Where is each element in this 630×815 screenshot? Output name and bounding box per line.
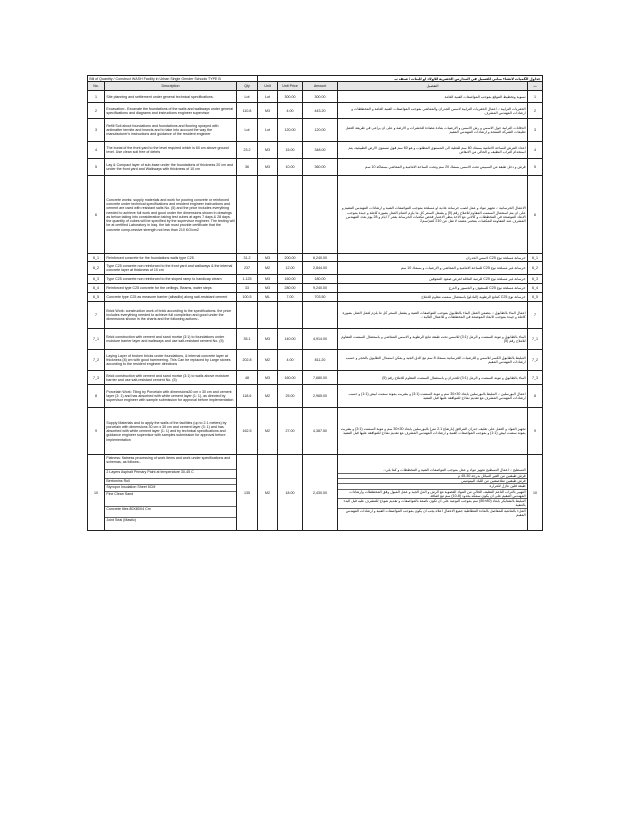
item-amount: 2,965.00 bbox=[303, 385, 338, 408]
item-number: 4 bbox=[88, 142, 105, 159]
item-unit bbox=[258, 302, 278, 329]
item-sub-line: Flatness: flatness processing of work items and work under specifications and schemas, as follows:- bbox=[106, 455, 231, 465]
table-row bbox=[88, 159, 543, 176]
item-ar-description: البناء بالطابوق و مونة السمنت و الرمل (3:1) للجدران و باستعمال السمنت المقاوم للاملاح رقم (5) bbox=[338, 371, 528, 385]
item-amount: 120.00 bbox=[303, 119, 338, 142]
item-ar-number: 10 bbox=[528, 455, 543, 531]
col-description: Description bbox=[105, 82, 237, 91]
item-number: 7_1 bbox=[88, 329, 105, 350]
item-ar-number: 3 bbox=[528, 119, 543, 142]
item-amount: 7,680.00 bbox=[303, 371, 338, 385]
item-amount bbox=[303, 302, 338, 329]
item-unit-price: 140.00 bbox=[278, 329, 303, 350]
item-qty: 35.1 bbox=[237, 329, 258, 350]
item-ar-number: 6_1 bbox=[528, 254, 543, 262]
item-ar-number: 6 bbox=[528, 176, 543, 254]
table-row bbox=[88, 329, 543, 350]
item-unit: M3 bbox=[258, 329, 278, 350]
item-unit: ML bbox=[258, 293, 278, 302]
item-qty: Lot bbox=[237, 119, 258, 142]
item-number: 6 bbox=[88, 176, 105, 254]
item-ar-number: 6_4 bbox=[528, 284, 543, 293]
item-number: 1 bbox=[88, 91, 105, 103]
item-ar-description: خرسانة غير مسلحة نوع C25 للساحة الامامية و المماشي و الارضيات و بسمك 10 سم bbox=[338, 262, 528, 275]
item-unit: M3 bbox=[258, 103, 278, 119]
item-description: Lay & Compact layer of sub-base under the foundations of thickness 20 cm and under the front yard and Walkways with thickness of 10 cm bbox=[105, 159, 237, 176]
item-description: Site planning and settlement under general technical specifications. bbox=[105, 91, 237, 103]
item-number: 5 bbox=[88, 159, 105, 176]
item-unit-price bbox=[278, 302, 303, 329]
item-sub-line: Joint Seal (Mastic) bbox=[105, 517, 236, 530]
item-ar-description: الحفريات الترابية :- اعمال الحفريات الترابية لاسس الجدران والمماشي بموجب المواصفات الفنية العامة و المخططات و ارشادات المهندس المشرف bbox=[338, 103, 528, 119]
item-ar-description: خرسانة نوع C25 كمانع الرطوبة (البادلو) باستعمال سمنت مقاوم للاملاح bbox=[338, 293, 528, 302]
boq-sheet bbox=[87, 75, 542, 531]
item-ar-sub-line: التهيير بالتراب الناعم النظيف الخالي من المواد العضوية مع الرش و الدق الجيد و عمل الميول وفق المخططات وارشادات المهندس المقيم على ان يكون سمكه بحدود (8-10) سم مع اضافة bbox=[338, 489, 527, 499]
item-unit: M3 bbox=[258, 284, 278, 293]
item-number: 9 bbox=[88, 408, 105, 455]
item-unit-price: 120.00 bbox=[278, 119, 303, 142]
item-amount: 2,844.00 bbox=[303, 262, 338, 275]
item-ar-description: اعمال البناء بالطابوق :- يتضمن العمل البناء بالطابوق بموجب المواصفات الفنية و يشمل السعر كل ما يلزم لعمل العمل بصورة كاملة و جيدة بموجب الابعاد الموضحة في المخططات و للاعمال التالية :- bbox=[338, 302, 528, 329]
table-row bbox=[88, 302, 543, 329]
item-ar-description: تجهيز المواد و العمل على تغليف جدران المرافق (بارتفاع 2.1 متر) بالبورسلين بابعاد 30×30 سم و مونة السمنت (3:1) و بشربت بمونة سمنت ابيض (1:1) و بموجب المواصفات الفنية و ارشادات المهندس المشرف مع تقديم نماذج للموافقة عليها قبل التنفيذ bbox=[338, 408, 528, 455]
item-number: 7_3 bbox=[88, 371, 105, 385]
item-ar-number: 4 bbox=[528, 142, 543, 159]
item-number: 2 bbox=[88, 103, 105, 119]
item-unit: M2 bbox=[258, 455, 278, 531]
item-qty: 23.2 bbox=[237, 142, 258, 159]
item-number: 6_5 bbox=[88, 293, 105, 302]
item-qty: 1.125 bbox=[237, 275, 258, 284]
item-ar-number: 6_5 bbox=[528, 293, 543, 302]
item-unit-price: 280.00 bbox=[278, 284, 303, 293]
item-unit: M3 bbox=[258, 142, 278, 159]
item-qty: Lot bbox=[237, 91, 258, 103]
item-description: Refill Soil about foundations and foundations and flooring sprayed with antimatter termite and insects and to take into account the way the manufacturer's instructions and guidance of the resident engineer bbox=[105, 119, 237, 142]
item-ar-description: فرش و دحل طبقة من السبيس تحت الاسس بسمك 20 سم وتحت الساحة الامامية و المماشي بسماكة 10 سم bbox=[338, 159, 528, 176]
table-row bbox=[88, 103, 543, 119]
item-ar-sub-line: التسطيح :- اعمال التسطيح تجهيز مواد و عمل بموجب المواصفات الفنية و المخططات و كما يلي:- bbox=[383, 468, 526, 473]
item-amount: 180.00 bbox=[303, 275, 338, 284]
item-qty: 135 bbox=[237, 455, 258, 531]
item-ar-sub-line: التبليط بالشتايكر بابعاد (80×80) سم بموجب النوعية على ان تكون ناصعة بالمواصفات و تقديم نموذج للمشرف عليه قبل البدء بالتنفيذ bbox=[338, 498, 527, 508]
title-ar: جداول الكميات لانشاء مباني للعسيل في المدارس الحضرية للاولاد او للبنات / صنف ب bbox=[258, 76, 543, 82]
item-description: Brick Work: construction work of brick according to the specifications. the price includes everything needed to achieve full completion and good under the dimensions shown in the charts and the following actions:- bbox=[105, 302, 237, 329]
item-ar-number: 8 bbox=[528, 385, 543, 408]
item-qty: 36 bbox=[237, 159, 258, 176]
item-unit-price: 4.00 bbox=[278, 350, 303, 371]
item-description: Reinforced concrete for the foundations walls type C25 bbox=[105, 254, 237, 262]
item-unit: M2 bbox=[258, 385, 278, 408]
item-ar-description: تسوية وتخطيط الموقع بموجب المواصفات الفنية العامة bbox=[338, 91, 528, 103]
item-unit-price: 300.00 bbox=[278, 91, 303, 103]
item-qty: 110.8 bbox=[237, 103, 258, 119]
item-qty: 237 bbox=[237, 262, 258, 275]
item-amount: 443.20 bbox=[303, 103, 338, 119]
item-description: Brick construction with cement and sand mortar (3:1) to walls above moisture barrier and use salt-resistant cement No. (5) bbox=[105, 371, 237, 385]
item-ar-sub-line: الملء بالمانعية للمفاصل بالمادة المطاطية جميع الاعمال اعلاه يجب ان يكون بموجب المواصفات الفنية و ارشادات المهندس المقيم bbox=[338, 508, 527, 518]
table-row bbox=[88, 385, 543, 408]
item-description: Brick construction with cement and sand mortar (3:1) to foundations under moisture barrier layer and walkways and use salt-resistant cement No. (5) bbox=[105, 329, 237, 350]
item-unit-price: 160.00 bbox=[278, 275, 303, 284]
item-unit bbox=[258, 176, 278, 254]
table-row bbox=[88, 262, 543, 275]
table-row bbox=[88, 284, 543, 293]
item-number: 7 bbox=[88, 302, 105, 329]
item-amount: 4,387.50 bbox=[303, 408, 338, 455]
item-description: Porcelain Work: Tiling by Porcelain with dimensions30 cm x 30 cm and cement layer (3: 1) and has absorbed with white cement layer (1: 1), as directed by supervisor engineer with sample submission for approval before implementation bbox=[105, 385, 237, 408]
item-number: 6_3 bbox=[88, 275, 105, 284]
item-amount: 9,240.00 bbox=[303, 284, 338, 293]
item-description: Laying Layer of broken bricks under foundations, & internal concrete layer at thickness (8) cm with good hammering. This Can be replaced by Large stones according to the resident engineer directions bbox=[105, 350, 237, 371]
item-qty: 100.5 bbox=[237, 293, 258, 302]
item-ar-number: 5 bbox=[528, 159, 543, 176]
col-qty: Qty bbox=[237, 82, 258, 91]
item-sub-line: Fine Clean Sand bbox=[105, 491, 236, 506]
table-row bbox=[88, 408, 543, 455]
item-number: 3 bbox=[88, 119, 105, 142]
item-unit-price: 4.00 bbox=[278, 103, 303, 119]
item-amount: 348.00 bbox=[303, 142, 338, 159]
item-ar-sub-line: طبقة فلين عازل للحرارة bbox=[338, 483, 527, 488]
table-row bbox=[88, 371, 543, 385]
title-en: Bill of Quantity / Construct WASH Facility in Urban Single Gender Schools TYPE B bbox=[88, 76, 258, 82]
item-qty: 202.8 bbox=[237, 350, 258, 371]
item-qty: 162.5 bbox=[237, 408, 258, 455]
item-sub-line: Bertomins Roll bbox=[105, 478, 236, 484]
item-amount: 300.00 bbox=[303, 91, 338, 103]
item-ar-description bbox=[338, 455, 528, 531]
item-description: Supply Materials and to apply the walls of the facilities (up to 2.1 meters) by porcelain with dimensions 30 cm x 30 cm and cement layer (3: 1) and has absorbed with white cement layer (1: 1) and by technical specifications and guidance engineer supervisor with samples submission for approval before implementation bbox=[105, 408, 237, 455]
item-number: 6_2 bbox=[88, 262, 105, 275]
item-unit: Lot bbox=[258, 119, 278, 142]
item-ar-description: خرسانة مسلحة نوع C25 للسقوف و الجسور و الدرج bbox=[338, 284, 528, 293]
item-unit-price: 10.00 bbox=[278, 159, 303, 176]
item-qty: 31.2 bbox=[237, 254, 258, 262]
item-description: The burial of the front yard to the level required which is 60 cm above ground level. Use clean soil free of debris bbox=[105, 142, 237, 159]
item-ar-description: التبليط بالطابوق الكسر للاسس و للارضيات الخرسانية بسمك 8 سم مع الدق الجيد و يمكن استبدال الطابوق بالحجر و حسب ارشادات المهندس المقيم bbox=[338, 350, 528, 371]
table-row bbox=[88, 293, 543, 302]
table-row bbox=[88, 119, 543, 142]
item-ar-description: البناء بالطابوق و مونة السمنت و الرمل (3:1) للاسس تحت طبقة مانع الرطوبة و الاسس المماشي و باستعمال السمنت المقاوم للاملاح رقم (5) bbox=[338, 329, 528, 350]
item-ar-description: خرسانة غير مسلحة نوع C25 للرمبة المائلة لغرض صعود المعوقين bbox=[338, 275, 528, 284]
item-description: Type C25 concrete non reinforced to the front yard and walkways & the internal concrete layer at thickness of 10 cm bbox=[105, 262, 237, 275]
item-ar-description: الدفانات الترابية حول الاسس و رش الاسس و الارضيات بمادة مضادة للحشرات و الارضة و على ان يراعى في طريقة العمل تعليمات الشركة المنتجة و ارشادات المهندس المقيم bbox=[338, 119, 528, 142]
item-qty bbox=[237, 176, 258, 254]
item-description: Concrete type C25 as measure barrier (albadilo) along salt-resistant cement bbox=[105, 293, 237, 302]
item-unit-price bbox=[278, 176, 303, 254]
item-number: 6_1 bbox=[88, 254, 105, 262]
column-header-row bbox=[88, 82, 543, 91]
item-unit: M2 bbox=[258, 262, 278, 275]
item-unit: M3 bbox=[258, 371, 278, 385]
item-amount bbox=[303, 176, 338, 254]
item-unit-price: 15.00 bbox=[278, 142, 303, 159]
item-ar-number: 2 bbox=[528, 103, 543, 119]
item-ar-description: خرسانة مسلحة نوع C25 لاسس الجدران bbox=[338, 254, 528, 262]
item-qty: 118.6 bbox=[237, 385, 258, 408]
item-unit: M3 bbox=[258, 254, 278, 262]
item-ar-sub-line: فرش طبقتين من القير السائل بدرجة 30-45 م bbox=[338, 473, 527, 478]
item-ar-number: 6_2 bbox=[528, 262, 543, 275]
item-ar-number: 7_3 bbox=[528, 371, 543, 385]
boq-table bbox=[87, 75, 543, 531]
item-amount: 811.20 bbox=[303, 350, 338, 371]
item-ar-description: الاعمال الخرسانية :- تجهيز مواد و عمل لصب خرسانة عادية او مسلحة بموجب المواصفات الفنية و ارشادات المهندس المقيم و على ان يتم استعمال السمنت المقاوم للاملاح رقم (5) و يشمل السعر كل ما يلزم لاتمام العمل بصورة كاملة و جيدة بموجب الابعاد الموضحة في المخططات و كالاتي مع الاخذ بنظر الاعتبار فحص مكعبات الخرسانة بعمر 7 ايام و 28 يوم بعدد المهندس المشرف عند المقاومة للمكعبات بمختبر معتمد لا تقل عن 210 كغم/سم2 bbox=[338, 176, 528, 254]
item-unit-price: 25.00 bbox=[278, 385, 303, 408]
item-description: Type C25 concrete non reinforced to the sloped ramp to handicap clearn bbox=[105, 275, 237, 284]
item-ar-number: 9 bbox=[528, 408, 543, 455]
item-amount: 703.50 bbox=[303, 293, 338, 302]
item-number: 6_4 bbox=[88, 284, 105, 293]
item-number: 8 bbox=[88, 385, 105, 408]
item-unit-price: 200.00 bbox=[278, 254, 303, 262]
item-ar-description: اعداد الفرش للساحة الامامية بسمك 60 سم للتعلية الى المستوى المطلوب و هو 60 سم فوق مستوى الارض الطبيعية، يتم استخدام التراب النظيف و الخالي من الانقاض bbox=[338, 142, 528, 159]
table-row bbox=[88, 91, 543, 103]
item-sub-line: Styropor Insulation Sheet 5CM bbox=[105, 484, 236, 491]
item-ar-number: 7 bbox=[528, 302, 543, 329]
col-no: No. bbox=[88, 82, 105, 91]
table-row bbox=[88, 455, 543, 531]
col-unit: Unit bbox=[258, 82, 278, 91]
item-ar-sub-line: فرش طبقتين متلاصقتين من اللباد البيتوميني bbox=[338, 478, 527, 483]
item-unit-price: 7.00 bbox=[278, 293, 303, 302]
item-ar-number: 7_2 bbox=[528, 350, 543, 371]
item-ar-number: 6_3 bbox=[528, 275, 543, 284]
item-description: Reinforced type C25 concrete for the ceilings, Beams, water steps bbox=[105, 284, 237, 293]
item-ar-number: 7_1 bbox=[528, 329, 543, 350]
item-sub-line: 2 Layers Asphalt Primary Paint at temperature 30-45 C bbox=[105, 469, 236, 478]
col-ar-no: ت bbox=[528, 82, 543, 91]
item-ar-number: 1 bbox=[528, 91, 543, 103]
table-row bbox=[88, 275, 543, 284]
item-description: Concrete works: supply materials and work for pouring concrete or reinforced concrete under technical specifications and resident engineer instructions and cement are used with resistant salts No. (5) and the price includes everything needed to achieve full work and good under the dimensions shown in drawings as below taking into consideration taking test cubes at ages 7 days & 28 days. the quantity of cubes will be specified by the supervisor engineer. The testing will be at certified Laboratory in Iraq. the lab must provide certificate that the concrete comp-ressive strength not less than 210 KG/cm2 bbox=[105, 176, 237, 254]
col-ar-description: التفصيل bbox=[338, 82, 528, 91]
item-amount: 4,914.00 bbox=[303, 329, 338, 350]
item-unit-price: 12.00 bbox=[278, 262, 303, 275]
item-qty: 48 bbox=[237, 371, 258, 385]
item-amount: 360.00 bbox=[303, 159, 338, 176]
item-unit-price: 18.00 bbox=[278, 455, 303, 531]
table-row bbox=[88, 142, 543, 159]
item-qty: 33 bbox=[237, 284, 258, 293]
table-row bbox=[88, 350, 543, 371]
col-unit-price: Unit Price bbox=[278, 82, 303, 91]
item-unit: M3 bbox=[258, 159, 278, 176]
item-unit: M2 bbox=[258, 350, 278, 371]
item-number: 10 bbox=[88, 455, 105, 531]
item-unit: Lot bbox=[258, 91, 278, 103]
item-number: 7_2 bbox=[88, 350, 105, 371]
item-amount: 6,240.00 bbox=[303, 254, 338, 262]
item-description: Excavation:- Excavate the foundations of the walls and walkways under general specifications and diagrams and instructions engineer supervisor bbox=[105, 103, 237, 119]
item-ar-description: اعمال البورسلين :- التبليط بالبورسلين بابعاد 30×30 سم و مونة السمنت (3:1) و بشربت بمونة سمنت ابيض (1:1) و حسب ارشادات المهندس المشرف مع تقديم نماذج للموافقة عليها قبل التنفيذ bbox=[338, 385, 528, 408]
item-qty bbox=[237, 302, 258, 329]
item-amount: 2,430.00 bbox=[303, 455, 338, 531]
item-unit: M2 bbox=[258, 408, 278, 455]
item-unit-price: 160.00 bbox=[278, 371, 303, 385]
item-unit-price: 27.00 bbox=[278, 408, 303, 455]
item-unit: M3 bbox=[258, 275, 278, 284]
table-row bbox=[88, 254, 543, 262]
item-description bbox=[105, 455, 237, 531]
item-sub-line: Concrete tiles 80X80X4 Cm bbox=[105, 506, 236, 517]
col-amount: Amount bbox=[303, 82, 338, 91]
table-row bbox=[88, 176, 543, 254]
